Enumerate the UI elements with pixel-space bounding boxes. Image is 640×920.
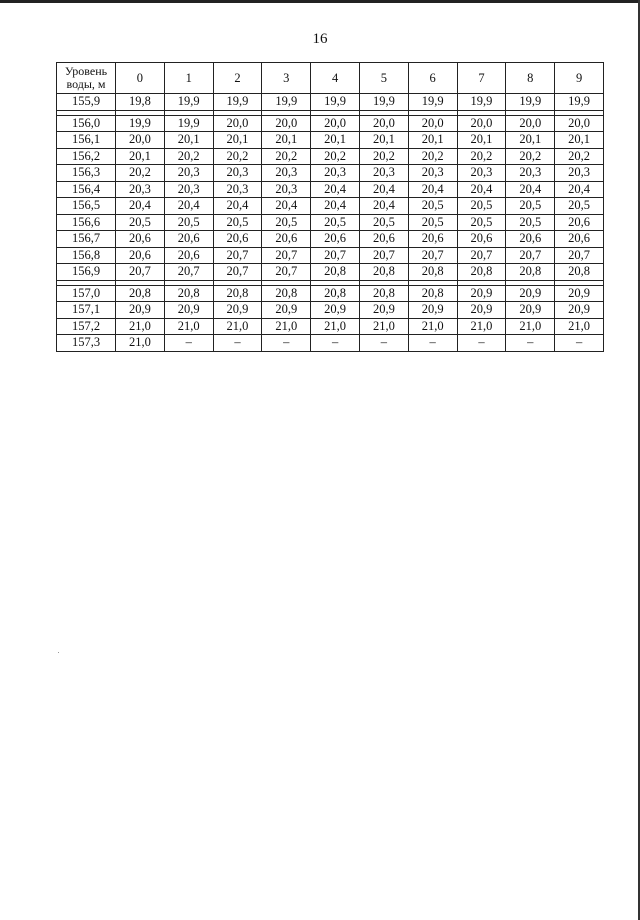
value-cell: 20,1 <box>116 148 165 165</box>
value-cell: 20,8 <box>359 285 408 302</box>
value-cell: 19,9 <box>457 94 506 111</box>
header-col-9: 9 <box>555 63 604 94</box>
value-cell: 20,4 <box>408 181 457 198</box>
value-cell: 20,0 <box>359 115 408 132</box>
value-cell: 20,2 <box>359 148 408 165</box>
value-cell: 19,9 <box>116 115 165 132</box>
value-cell: 20,3 <box>262 165 311 182</box>
value-cell: 20,5 <box>311 214 360 231</box>
value-cell: 20,1 <box>506 132 555 149</box>
level-cell: 157,2 <box>57 318 116 335</box>
header-col-1: 1 <box>164 63 213 94</box>
value-cell: – <box>506 335 555 352</box>
value-cell: – <box>555 335 604 352</box>
header-water-level: Уровень воды, м <box>57 63 116 94</box>
value-cell: 20,6 <box>116 247 165 264</box>
value-cell: 20,4 <box>311 181 360 198</box>
value-cell: 20,4 <box>262 198 311 215</box>
table-row <box>57 198 604 215</box>
value-cell: 20,0 <box>213 115 262 132</box>
value-cell: 20,1 <box>311 132 360 149</box>
value-cell: – <box>359 335 408 352</box>
level-cell: 156,5 <box>57 198 116 215</box>
value-cell: 20,7 <box>457 247 506 264</box>
value-cell: – <box>408 335 457 352</box>
value-cell: 21,0 <box>262 318 311 335</box>
level-cell: 157,0 <box>57 285 116 302</box>
value-cell: 20,5 <box>555 198 604 215</box>
value-cell: 19,9 <box>311 94 360 111</box>
level-cell: 156,8 <box>57 247 116 264</box>
level-cell: 156,1 <box>57 132 116 149</box>
value-cell: 20,2 <box>555 148 604 165</box>
value-cell: 20,3 <box>213 181 262 198</box>
level-cell: 156,7 <box>57 231 116 248</box>
value-cell: – <box>164 335 213 352</box>
level-cell: 156,6 <box>57 214 116 231</box>
value-cell: 20,3 <box>164 165 213 182</box>
value-cell: 19,9 <box>555 94 604 111</box>
value-cell: 20,3 <box>311 165 360 182</box>
value-cell: 20,9 <box>408 302 457 319</box>
table-row <box>57 231 604 248</box>
value-cell: 20,8 <box>408 264 457 281</box>
value-cell: 20,4 <box>311 198 360 215</box>
value-cell: 19,9 <box>359 94 408 111</box>
table-header-row <box>57 63 604 94</box>
page-number: 16 <box>312 31 328 47</box>
value-cell: 20,0 <box>311 115 360 132</box>
value-cell: 20,5 <box>506 214 555 231</box>
value-cell: 20,5 <box>262 214 311 231</box>
value-cell: 20,2 <box>506 148 555 165</box>
header-col-8: 8 <box>506 63 555 94</box>
table-row <box>57 247 604 264</box>
value-cell: 20,5 <box>506 198 555 215</box>
header-col-2: 2 <box>213 63 262 94</box>
value-cell: 20,3 <box>555 165 604 182</box>
value-cell: 20,9 <box>311 302 360 319</box>
value-cell: 20,3 <box>506 165 555 182</box>
value-cell: 21,0 <box>116 335 165 352</box>
level-cell: 155,9 <box>57 94 116 111</box>
value-cell: 20,9 <box>555 285 604 302</box>
value-cell: 20,1 <box>213 132 262 149</box>
value-cell: 21,0 <box>457 318 506 335</box>
value-cell: 20,7 <box>213 264 262 281</box>
value-cell: 20,9 <box>506 285 555 302</box>
value-cell: 20,8 <box>408 285 457 302</box>
table-row <box>57 335 604 352</box>
level-cell: 156,0 <box>57 115 116 132</box>
value-cell: 20,1 <box>164 132 213 149</box>
water-level-table <box>56 62 604 352</box>
header-col-6: 6 <box>408 63 457 94</box>
value-cell: 20,4 <box>213 198 262 215</box>
value-cell: 19,9 <box>164 115 213 132</box>
value-cell: 20,9 <box>359 302 408 319</box>
value-cell: – <box>311 335 360 352</box>
value-cell: 20,5 <box>408 214 457 231</box>
value-cell: 20,7 <box>506 247 555 264</box>
value-cell: 20,1 <box>555 132 604 149</box>
value-cell: 20,9 <box>213 302 262 319</box>
value-cell: 20,9 <box>506 302 555 319</box>
table-row <box>57 115 604 132</box>
value-cell: 20,9 <box>457 302 506 319</box>
value-cell: 20,6 <box>555 214 604 231</box>
value-cell: 20,8 <box>457 264 506 281</box>
value-cell: 20,4 <box>116 198 165 215</box>
value-cell: 20,6 <box>116 231 165 248</box>
value-cell: 20,3 <box>262 181 311 198</box>
value-cell: 20,6 <box>262 231 311 248</box>
value-cell: 19,9 <box>164 94 213 111</box>
value-cell: 20,5 <box>408 198 457 215</box>
value-cell: 20,8 <box>213 285 262 302</box>
value-cell: – <box>213 335 262 352</box>
value-cell: 20,3 <box>116 181 165 198</box>
value-cell: 20,3 <box>408 165 457 182</box>
value-cell: 20,3 <box>457 165 506 182</box>
value-cell: 20,2 <box>116 165 165 182</box>
value-cell: 20,2 <box>213 148 262 165</box>
value-cell: 20,5 <box>164 214 213 231</box>
value-cell: 20,8 <box>311 285 360 302</box>
value-cell: – <box>262 335 311 352</box>
table-row <box>57 165 604 182</box>
value-cell: 19,9 <box>506 94 555 111</box>
value-cell: 20,6 <box>213 231 262 248</box>
table-row <box>57 94 604 111</box>
value-cell: 20,0 <box>116 132 165 149</box>
value-cell: 21,0 <box>359 318 408 335</box>
level-cell: 156,9 <box>57 264 116 281</box>
value-cell: 20,6 <box>164 247 213 264</box>
value-cell: 20,6 <box>506 231 555 248</box>
header-col-7: 7 <box>457 63 506 94</box>
value-cell: 20,7 <box>116 264 165 281</box>
value-cell: 20,7 <box>555 247 604 264</box>
value-cell: 20,2 <box>262 148 311 165</box>
value-cell: 20,9 <box>164 302 213 319</box>
value-cell: 20,8 <box>116 285 165 302</box>
value-cell: 20,0 <box>262 115 311 132</box>
value-cell: 20,4 <box>359 181 408 198</box>
header-col-3: 3 <box>262 63 311 94</box>
level-cell: 156,4 <box>57 181 116 198</box>
value-cell: 20,8 <box>262 285 311 302</box>
value-cell: 20,8 <box>164 285 213 302</box>
value-cell: 20,5 <box>213 214 262 231</box>
table-row <box>57 302 604 319</box>
table-row <box>57 148 604 165</box>
value-cell: 19,8 <box>116 94 165 111</box>
value-cell: 21,0 <box>506 318 555 335</box>
value-cell: 20,6 <box>457 231 506 248</box>
level-cell: 156,2 <box>57 148 116 165</box>
value-cell: – <box>457 335 506 352</box>
value-cell: 20,4 <box>555 181 604 198</box>
value-cell: 19,9 <box>213 94 262 111</box>
value-cell: 20,3 <box>164 181 213 198</box>
value-cell: 20,4 <box>457 181 506 198</box>
value-cell: 20,1 <box>262 132 311 149</box>
table-row <box>57 318 604 335</box>
value-cell: 20,5 <box>116 214 165 231</box>
value-cell: 20,7 <box>262 264 311 281</box>
value-cell: 20,0 <box>555 115 604 132</box>
value-cell: 20,5 <box>359 214 408 231</box>
value-cell: 20,0 <box>408 115 457 132</box>
value-cell: 20,2 <box>457 148 506 165</box>
value-cell: 21,0 <box>311 318 360 335</box>
value-cell: 20,6 <box>164 231 213 248</box>
table-row <box>57 214 604 231</box>
scan-speck <box>58 652 59 653</box>
value-cell: 20,2 <box>408 148 457 165</box>
value-cell: 20,0 <box>457 115 506 132</box>
value-cell: 20,6 <box>408 231 457 248</box>
value-cell: 20,5 <box>457 214 506 231</box>
value-cell: 20,9 <box>262 302 311 319</box>
value-cell: 20,7 <box>262 247 311 264</box>
header-col-5: 5 <box>359 63 408 94</box>
value-cell: 20,2 <box>311 148 360 165</box>
value-cell: 20,6 <box>359 231 408 248</box>
value-cell: 20,0 <box>506 115 555 132</box>
value-cell: 20,8 <box>359 264 408 281</box>
level-cell: 157,1 <box>57 302 116 319</box>
value-cell: 20,7 <box>311 247 360 264</box>
table-row <box>57 181 604 198</box>
value-cell: 20,6 <box>555 231 604 248</box>
scan-border-top <box>0 0 640 3</box>
table-body <box>57 94 604 352</box>
header-col-0: 0 <box>116 63 165 94</box>
value-cell: 20,7 <box>164 264 213 281</box>
level-cell: 157,3 <box>57 335 116 352</box>
value-cell: 20,8 <box>311 264 360 281</box>
value-cell: 21,0 <box>213 318 262 335</box>
value-cell: 20,4 <box>164 198 213 215</box>
value-cell: 20,4 <box>506 181 555 198</box>
value-cell: 19,9 <box>408 94 457 111</box>
value-cell: 20,8 <box>506 264 555 281</box>
level-cell: 156,3 <box>57 165 116 182</box>
value-cell: 20,7 <box>408 247 457 264</box>
value-cell: 20,9 <box>457 285 506 302</box>
table-row <box>57 132 604 149</box>
value-cell: 20,3 <box>213 165 262 182</box>
table-row <box>57 285 604 302</box>
value-cell: 20,6 <box>311 231 360 248</box>
value-cell: 20,9 <box>555 302 604 319</box>
header-col-4: 4 <box>311 63 360 94</box>
value-cell: 21,0 <box>116 318 165 335</box>
value-cell: 20,7 <box>213 247 262 264</box>
value-cell: 20,2 <box>164 148 213 165</box>
value-cell: 20,4 <box>359 198 408 215</box>
value-cell: 21,0 <box>164 318 213 335</box>
value-cell: 20,3 <box>359 165 408 182</box>
value-cell: 21,0 <box>555 318 604 335</box>
table-row <box>57 264 604 281</box>
value-cell: 19,9 <box>262 94 311 111</box>
value-cell: 20,8 <box>555 264 604 281</box>
value-cell: 20,7 <box>359 247 408 264</box>
value-cell: 20,1 <box>359 132 408 149</box>
value-cell: 20,1 <box>408 132 457 149</box>
value-cell: 20,1 <box>457 132 506 149</box>
value-cell: 20,5 <box>457 198 506 215</box>
value-cell: 20,9 <box>116 302 165 319</box>
value-cell: 21,0 <box>408 318 457 335</box>
